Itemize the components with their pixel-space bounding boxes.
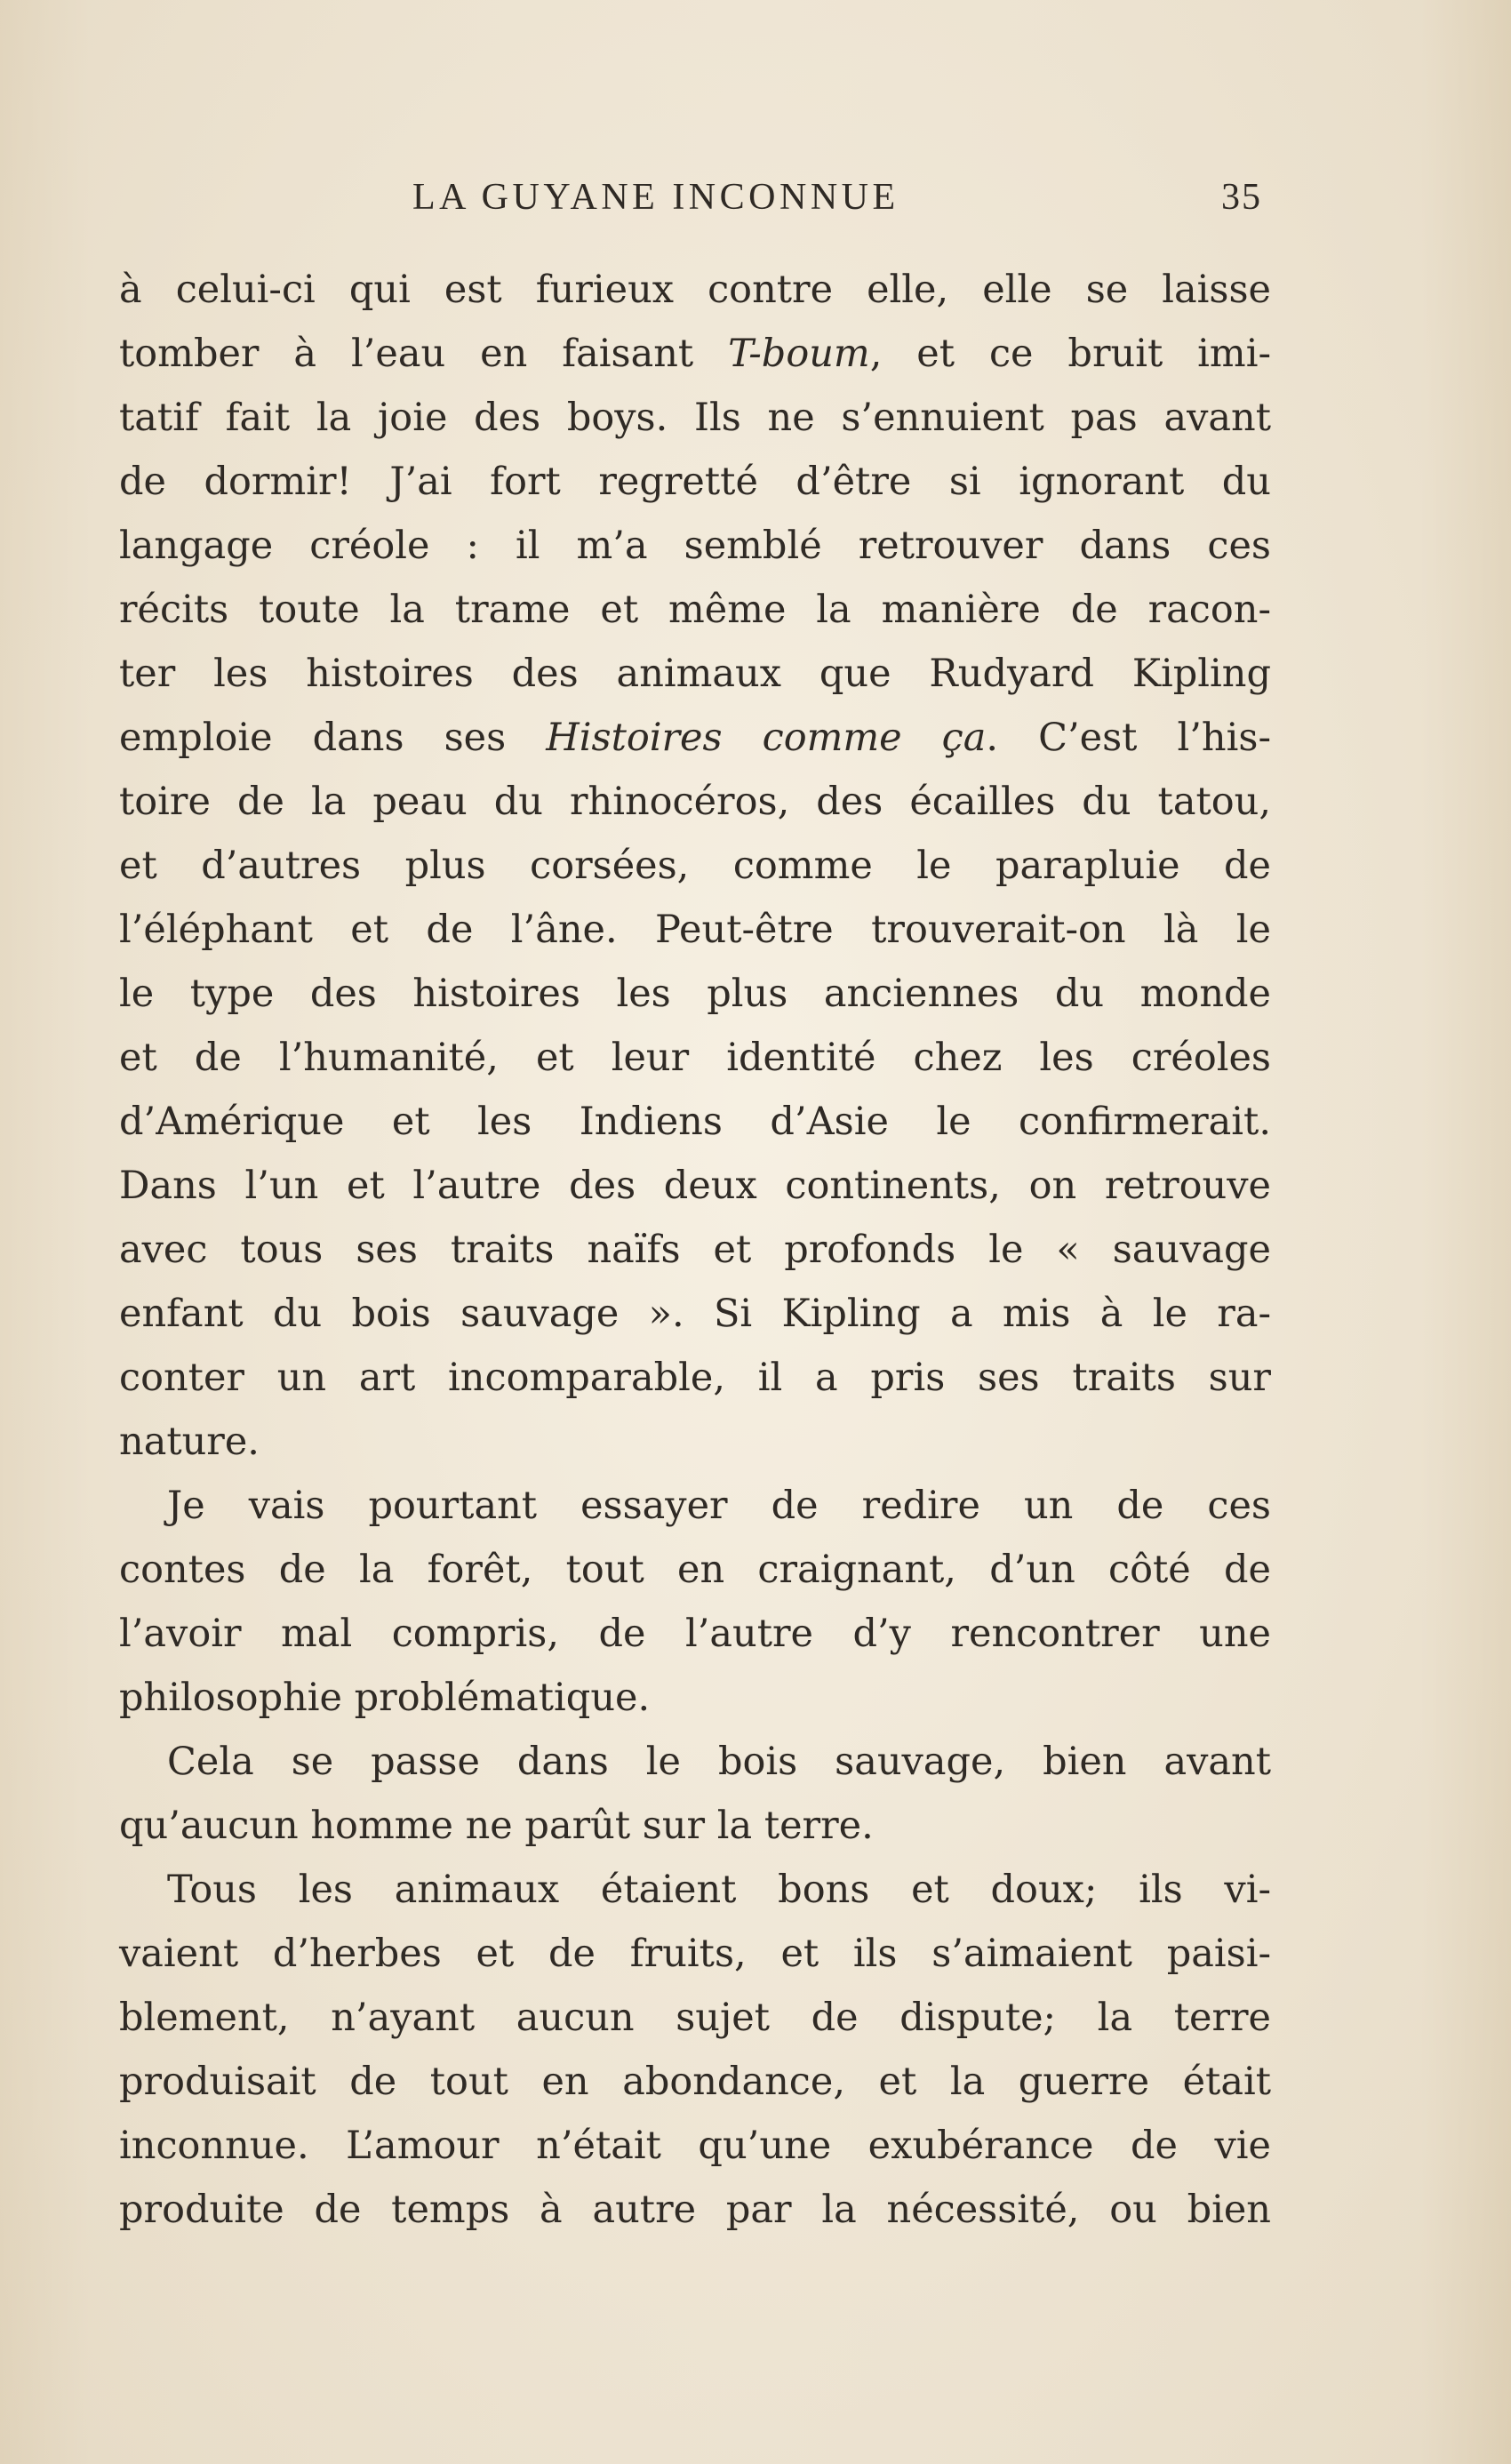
- text-run: , et ce bruit imi-: [869, 332, 1271, 376]
- text-line: [119, 706, 1271, 770]
- text-line: nature.: [119, 1420, 260, 1464]
- paragraph-start-line: Tous les animaux étaient bons et doux; ils vi-: [167, 1868, 1271, 1912]
- text-line: vaient d’herbes et de fruits, et ils s’aimaient paisi-: [119, 1932, 1271, 1976]
- text-line: récits toute la trame et même la manière de racon-: [119, 588, 1271, 632]
- paragraph-start-line: Je vais pourtant essayer de redire un de ces: [167, 1484, 1271, 1528]
- text-line: contes de la forêt, tout en craignant, d’un côté de: [119, 1548, 1271, 1592]
- text-line: toire de la peau du rhinocéros, des écailles du tatou,: [119, 780, 1271, 824]
- text-line: tatif fait la joie des boys. Ils ne s’ennuient pas avant: [119, 396, 1271, 440]
- text-line: le type des histoires les plus anciennes du monde: [119, 972, 1271, 1016]
- page-header: [119, 174, 1271, 220]
- text-line: philosophie problématique.: [119, 1676, 651, 1720]
- text-line: à celui-ci qui est furieux contre elle, elle se laisse: [119, 268, 1271, 312]
- text-line: de dormir! J’ai fort regretté d’être si ignorant du: [119, 460, 1271, 504]
- body-text: [119, 258, 1271, 2242]
- text-line: inconnue. L’amour n’était qu’une exubérance de vie: [119, 2124, 1271, 2168]
- text-line: [119, 322, 1271, 386]
- text-line: d’Amérique et les Indiens d’Asie le confirmerait.: [119, 1100, 1271, 1144]
- text-line: l’avoir mal compris, de l’autre d’y rencontrer une: [119, 1612, 1271, 1656]
- text-line: qu’aucun homme ne parût sur la terre.: [119, 1804, 874, 1848]
- text-line: avec tous ses traits naïfs et profonds le « sauvage: [119, 1228, 1271, 1272]
- text-line: et d’autres plus corsées, comme le parapluie de: [119, 844, 1271, 888]
- text-line: conter un art incomparable, il a pris ses traits sur: [119, 1356, 1271, 1400]
- text-line: blement, n’ayant aucun sujet de dispute; la terre: [119, 1996, 1271, 2040]
- text-line: enfant du bois sauvage ». Si Kipling a mis à le ra-: [119, 1292, 1271, 1336]
- text-run: tomber à l’eau en faisant: [119, 332, 729, 376]
- text-run: . C’est l’his-: [986, 716, 1271, 760]
- italic-title: T-boum: [728, 332, 870, 376]
- italic-title: Histoires comme ça: [546, 716, 987, 760]
- text-line: l’éléphant et de l’âne. Peut-être trouverait-on là le: [119, 908, 1271, 952]
- text-line: Dans l’un et l’autre des deux continents, on retrouve: [119, 1164, 1271, 1208]
- running-title: LA GUYANE INCONNUE: [412, 177, 899, 218]
- page-number: 35: [1221, 177, 1262, 218]
- text-line: langage créole : il m’a semblé retrouver dans ces: [119, 524, 1271, 568]
- text-line: ter les histoires des animaux que Rudyard Kipling: [119, 652, 1271, 696]
- text-line: produisait de tout en abondance, et la guerre était: [119, 2060, 1271, 2104]
- text-line: et de l’humanité, et leur identité chez les créoles: [119, 1036, 1271, 1080]
- text-line: produite de temps à autre par la nécessité, ou bien: [119, 2188, 1271, 2232]
- paragraph-start-line: Cela se passe dans le bois sauvage, bien avant: [167, 1740, 1271, 1784]
- text-run: emploie dans ses: [119, 716, 547, 760]
